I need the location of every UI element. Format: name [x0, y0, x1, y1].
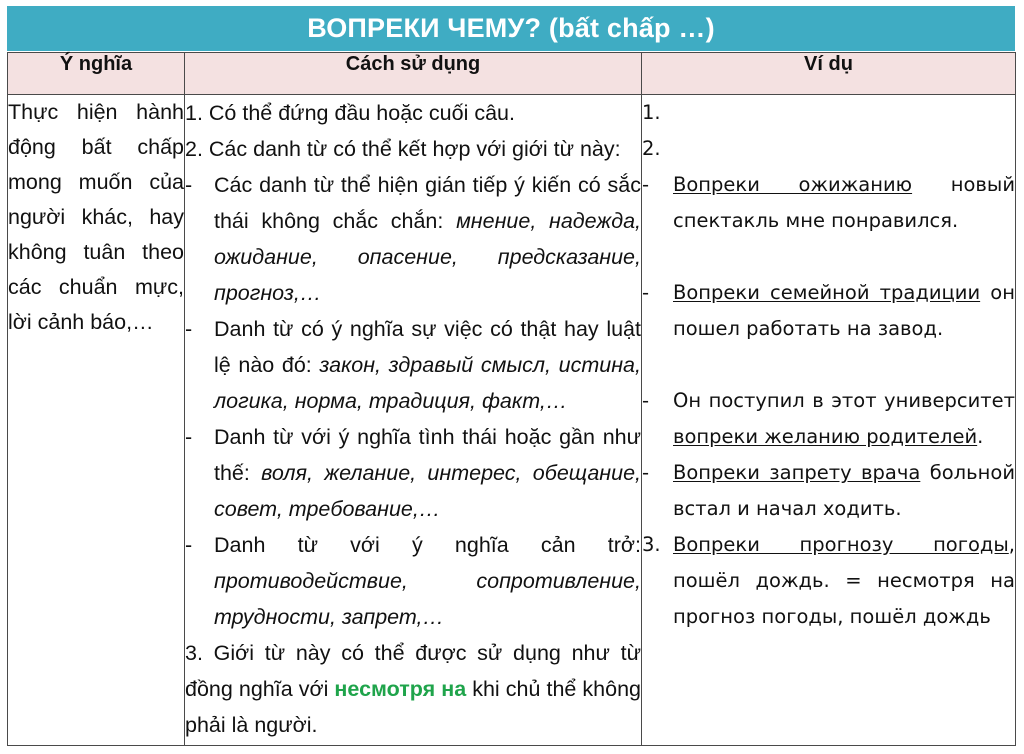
column-header-examples: Ví dụ [642, 53, 1016, 95]
usage-bullet-1 [185, 167, 641, 311]
cell-usage [185, 95, 642, 746]
bullet-dash-icon: - [185, 425, 193, 449]
usage-bullet-2-text [214, 311, 641, 419]
usage-bullet-1-lead: Các danh từ thể hiện gián tiếp ý kiến có sắc thái không chắc chắn: [214, 173, 641, 233]
column-header-usage: Cách sử dụng [185, 53, 642, 95]
usage-bullet-1-examples: мнение, надежда, ожидание, опасение, предсказание, прогноз,… [214, 209, 642, 305]
bullet-dash-icon: - [185, 173, 193, 197]
usage-bullet-3-lead: Danh từ với ý nghĩa tình thái hoặc gần như thế: [214, 425, 641, 485]
example-item-3-post: . [977, 425, 984, 448]
example-item-1-underlined: Вопреки ожижанию [673, 173, 913, 196]
usage-line-3-highlight: несмотря на [334, 677, 467, 701]
example-item-2 [642, 275, 1015, 347]
example-number-1: 1. [642, 101, 661, 124]
usage-bullet-2-examples: закон, здравый смысл, истина, логика, норма, традиция, факт,… [214, 353, 641, 413]
example-item-5-rest: , пошёл дождь. = несмотря на прогноз погоды, пошёл дождь [673, 533, 1015, 628]
slide-title-bar [7, 6, 1015, 51]
usage-bullet-4-examples: противодействие, сопротивление, трудности, запрет,… [214, 569, 641, 629]
example-item-1-rest: новый спектакль мне понравился. [673, 173, 1015, 232]
example-item-3 [642, 383, 1015, 455]
usage-bullet-3 [185, 419, 641, 527]
usage-line-3 [185, 635, 641, 743]
usage-bullet-3-examples: воля, желание, интерес, обещание, совет, требование,… [214, 461, 641, 521]
example-spacer [642, 347, 1015, 383]
usage-line-3-part-b: khi chủ thể không phải là người. [185, 677, 641, 737]
example-item-2-rest: он пошел работать на завод. [673, 281, 1015, 340]
bullet-dash-icon: - [642, 173, 650, 196]
example-item-3-text [673, 383, 1015, 455]
usage-bullet-2-lead: Danh từ có ý nghĩa sự việc có thật hay luật lệ nào đó: [214, 317, 641, 377]
example-item-2-underlined: Вопреки семейной традиции [673, 281, 981, 304]
cell-examples [642, 95, 1016, 746]
cell-meaning [8, 95, 185, 746]
example-item-5 [642, 527, 1015, 635]
bullet-dash-icon: - [642, 461, 650, 484]
bullet-dash-icon: - [185, 533, 193, 557]
example-item-5-text [673, 527, 1015, 635]
meaning-text: Thực hiện hành động bất chấp mong muốn của người khác, hay không tuân theo các chuẩn mực, lời cảnh báo,… [8, 100, 184, 334]
example-item-4-underlined: Вопреки запрету врача [673, 461, 921, 484]
example-item-1-text [673, 167, 1015, 239]
example-item-5-underlined: Вопреки прогнозу погоды [673, 533, 1009, 556]
example-item-4-text [673, 455, 1015, 527]
usage-bullet-1-text [214, 167, 641, 311]
example-item-4-rest: больной встал и начал ходить. [673, 461, 1015, 520]
example-item-2-text [673, 275, 1015, 347]
usage-line-3-part-a: 3. Giới từ này có thể được sử dụng như từ đồng nghĩa với [185, 641, 641, 701]
usage-line-2: 2. Các danh từ có thể kết hợp với giới từ này: [185, 137, 621, 161]
column-header-meaning: Ý nghĩa [8, 53, 185, 95]
usage-bullet-3-text [214, 419, 641, 527]
table-body-row [8, 95, 1016, 746]
page-title: ВОПРЕКИ ЧЕМУ? (bất chấp …) [307, 13, 715, 43]
example-item-5-number: 3. [642, 533, 661, 556]
example-spacer [642, 239, 1015, 275]
usage-bullet-4-text [214, 527, 641, 635]
example-number-2: 2. [642, 137, 661, 160]
example-item-3-underlined: вопреки желанию родителей [673, 425, 978, 448]
usage-bullet-4-lead: Danh từ với ý nghĩa cản trở: [214, 533, 641, 557]
table-header-row [8, 53, 1016, 95]
bullet-dash-icon: - [185, 317, 193, 341]
bullet-dash-icon: - [642, 281, 650, 304]
usage-line-1: 1. Có thể đứng đầu hoặc cuối câu. [185, 101, 515, 125]
grammar-table [7, 52, 1016, 746]
example-item-3-pre: Он поступил в этот университет [673, 389, 1015, 412]
usage-bullet-2 [185, 311, 641, 419]
usage-bullet-4 [185, 527, 641, 635]
example-item-4 [642, 455, 1015, 527]
example-item-1 [642, 167, 1015, 239]
bullet-dash-icon: - [642, 389, 650, 412]
